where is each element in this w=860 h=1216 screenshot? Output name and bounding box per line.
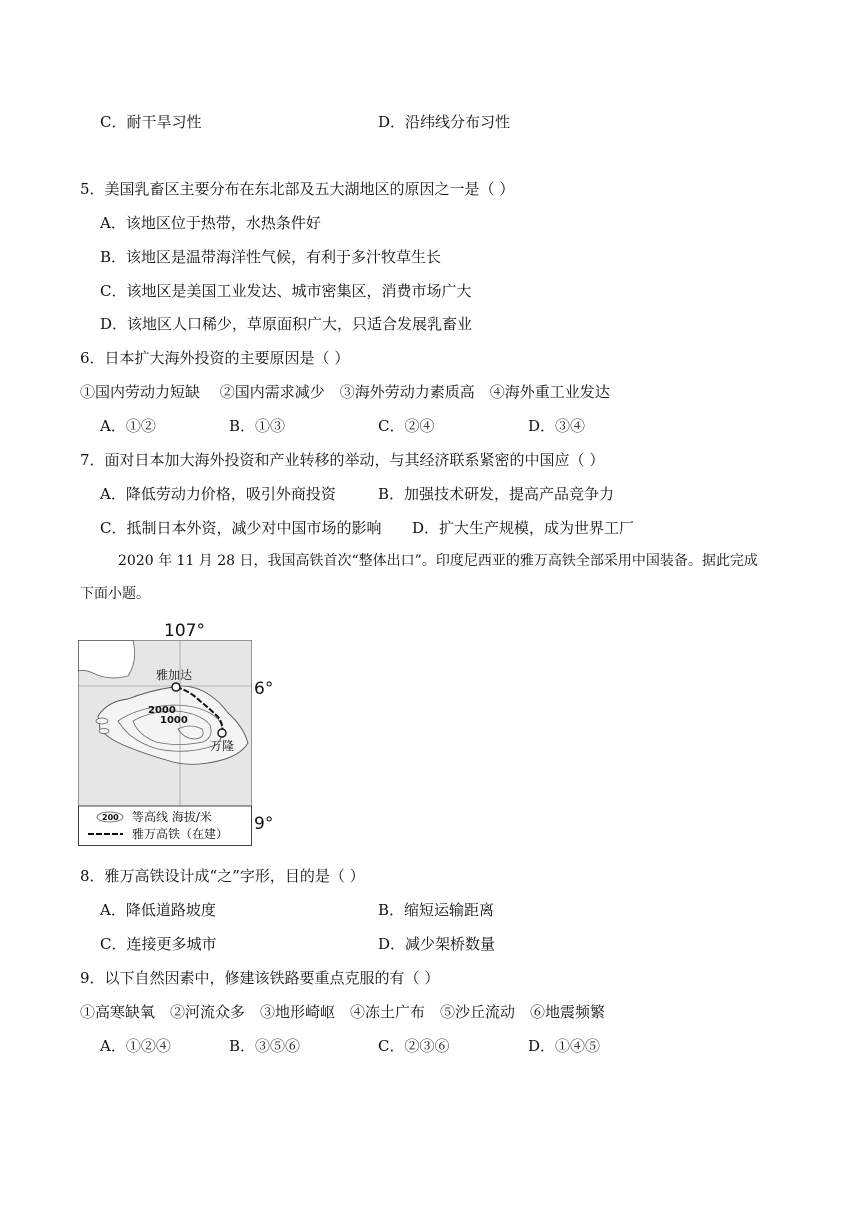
q5-option-a: A．该地区位于热带，水热条件好 xyxy=(100,214,321,232)
q4-option-c: C．耐干旱习性 xyxy=(100,113,202,131)
q4-option-d: D．沿纬线分布习性 xyxy=(378,113,511,131)
q7-option-b: B．加强技术研发，提高产品竞争力 xyxy=(378,485,615,503)
q8-option-b: B．缩短运输距离 xyxy=(378,901,495,919)
q6-option-b: B．①③ xyxy=(229,417,286,435)
q8-option-d: D．减少架桥数量 xyxy=(378,935,496,953)
q8-option-a: A．降低道路坡度 xyxy=(100,901,216,919)
q9-items: ①高寒缺氧 ②河流众多 ③地形崎岖 ④冻土广布 ⑤沙丘流动 ⑥地震频繁 xyxy=(80,1003,606,1021)
city-marker-bandung xyxy=(218,729,226,737)
q8-stem: 8．雅万高铁设计成“之”字形，目的是（ ） xyxy=(80,867,365,885)
q6-stem: 6．日本扩大海外投资的主要原因是（ ） xyxy=(80,349,350,367)
q5-option-d: D．该地区人口稀少，草原面积广大，只适合发展乳畜业 xyxy=(100,315,473,333)
q7-option-a: A．降低劳动力价格，吸引外商投资 xyxy=(100,485,336,503)
label-jakarta: 雅加达 xyxy=(156,668,193,682)
q6-option-a: A．①② xyxy=(100,417,156,435)
label-lat-9: 9° xyxy=(254,814,274,834)
q6-option-d: D．③④ xyxy=(528,417,586,435)
q8-option-c: C．连接更多城市 xyxy=(100,935,217,953)
q9-option-d: D．①④⑤ xyxy=(528,1037,601,1055)
legend-rail-text: 雅万高铁（在建） xyxy=(132,827,229,841)
q7-option-d: D．扩大生产规模，成为世界工厂 xyxy=(412,519,635,537)
q9-option-a: A．①②④ xyxy=(100,1037,171,1055)
islet-1 xyxy=(96,718,108,724)
label-contour-1000: 1000 xyxy=(160,715,188,726)
q9-option-c: C．②③⑥ xyxy=(378,1037,450,1055)
islet-2 xyxy=(99,729,109,734)
label-lat-6: 6° xyxy=(254,679,274,699)
legend-contour-text: 等高线 海拔/米 xyxy=(132,810,212,824)
q6-option-c: C．②④ xyxy=(378,417,435,435)
city-marker-jakarta xyxy=(172,683,180,691)
map-figure xyxy=(78,621,278,846)
q7-stem: 7．面对日本加大海外投资和产业转移的举动，与其经济联系紧密的中国应（ ） xyxy=(80,451,605,469)
q6-items: ①国内劳动力短缺 ②国内需求减少 ③海外劳动力素质高 ④海外重工业发达 xyxy=(80,383,610,401)
q5-option-c: C．该地区是美国工业发达、城市密集区，消费市场广大 xyxy=(100,282,472,300)
passage-line-1: 2020 年 11 月 28 日，我国高铁首次“整体出口”。印度尼西亚的雅万高铁全部采用中国装备。据此完成 xyxy=(118,553,758,569)
q7-option-c: C．抵制日本外资，减少对中国市场的影响 xyxy=(100,519,382,537)
label-contour-2000: 2000 xyxy=(148,705,176,716)
label-lon-107: 107° xyxy=(164,621,205,641)
label-bandung: 万隆 xyxy=(210,739,235,753)
passage-line-2: 下面小题。 xyxy=(80,586,150,602)
legend-contour-value: 200 xyxy=(102,813,119,822)
q5-stem: 5．美国乳畜区主要分布在东北部及五大湖地区的原因之一是（ ） xyxy=(80,180,515,198)
map-svg xyxy=(78,621,278,846)
q5-option-b: B．该地区是温带海洋性气候，有利于多汁牧草生长 xyxy=(100,248,442,266)
q9-option-b: B．③⑤⑥ xyxy=(229,1037,301,1055)
q9-stem: 9．以下自然因素中，修建该铁路要重点克服的有（ ） xyxy=(80,969,440,987)
